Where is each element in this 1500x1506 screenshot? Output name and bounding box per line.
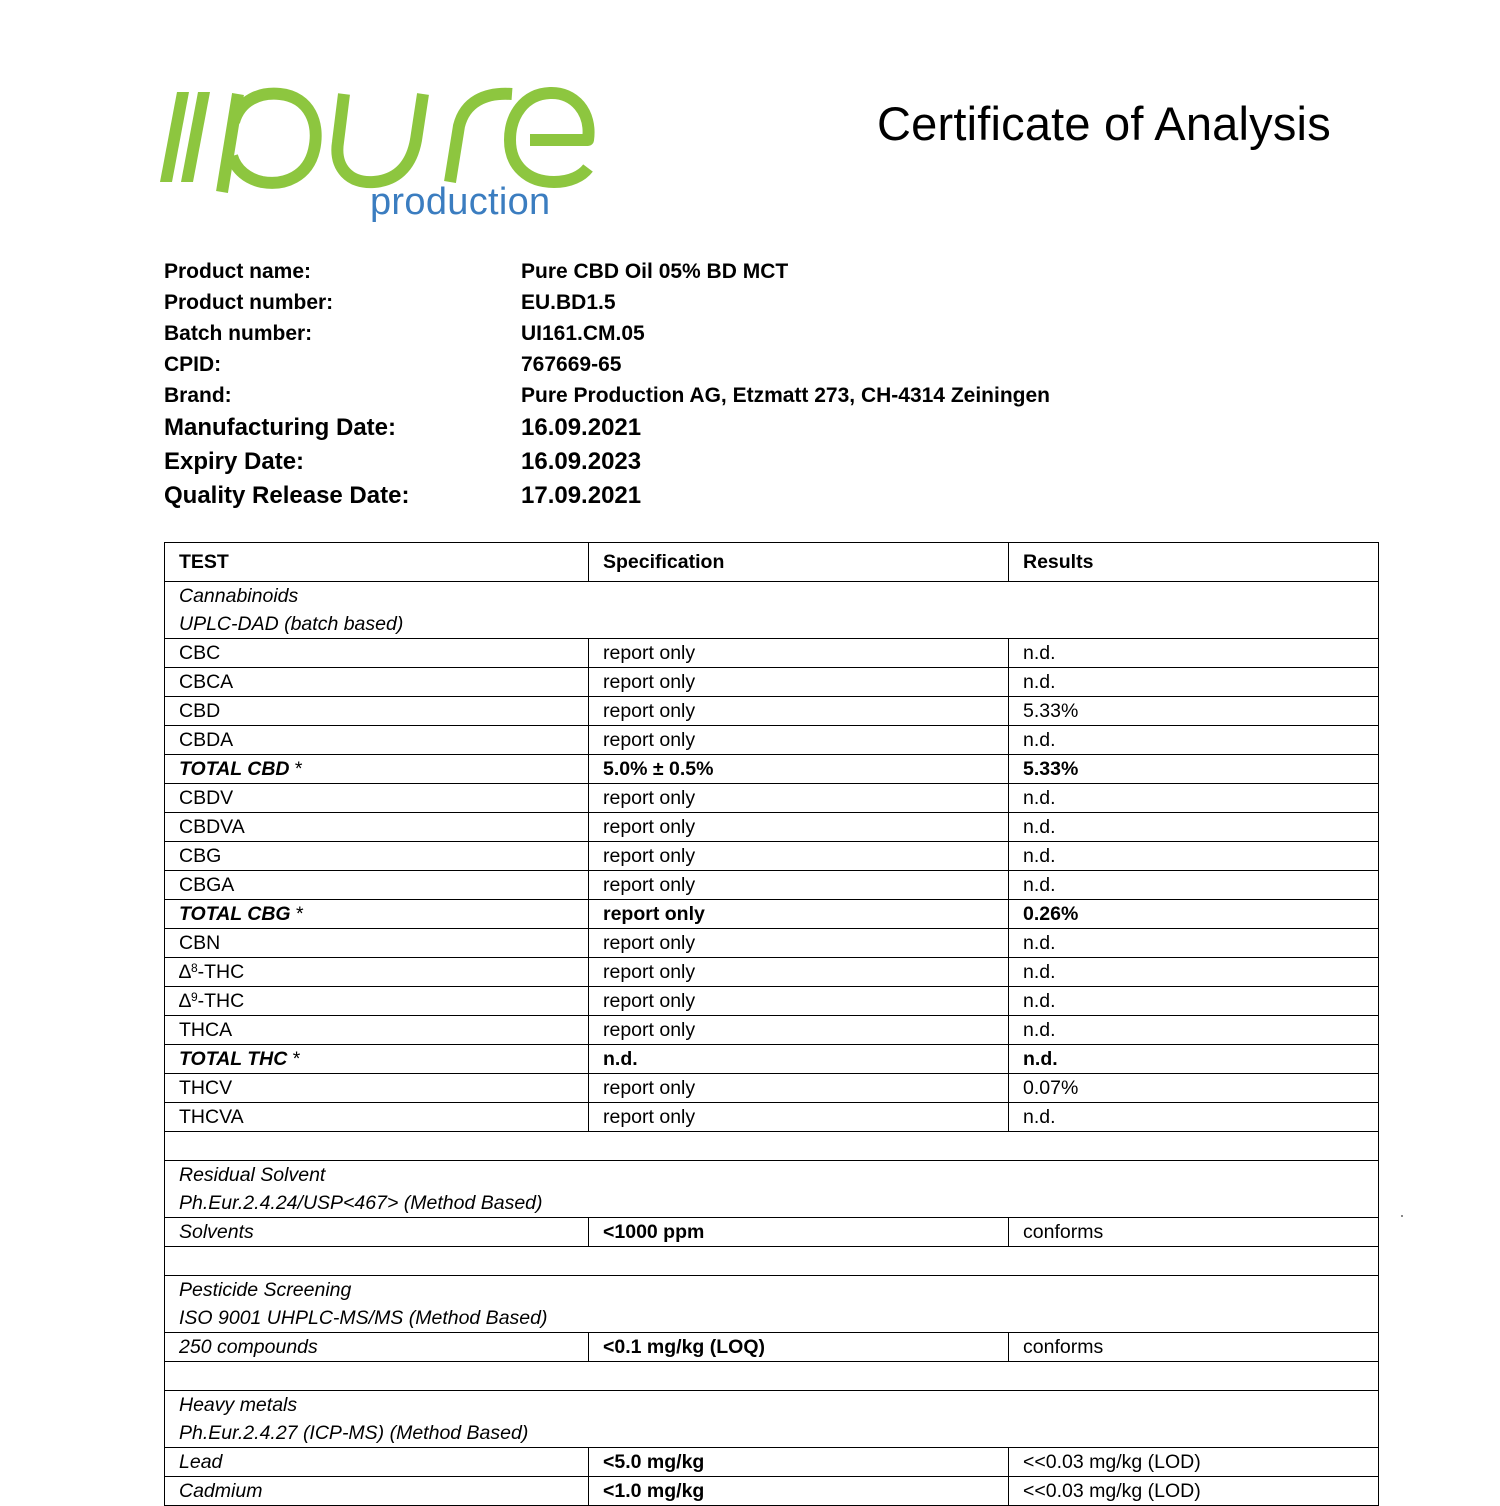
- section-title: Cannabinoids: [179, 585, 299, 607]
- cell-specification: <1000 ppm: [589, 1218, 1009, 1247]
- test-name: CBCA: [179, 671, 234, 693]
- section-title: Heavy metals: [179, 1394, 298, 1416]
- cell-test: [165, 726, 589, 755]
- cell-result: n.d.: [1009, 987, 1379, 1016]
- cell-result: n.d.: [1009, 1045, 1379, 1074]
- table-row: [165, 987, 1379, 1016]
- test-name: Lead: [179, 1451, 223, 1473]
- table-row: [165, 1477, 1379, 1506]
- test-name: THCVA: [179, 1106, 244, 1128]
- cell-specification: <0.1 mg/kg (LOQ): [589, 1333, 1009, 1362]
- cell-result: 5.33%: [1009, 697, 1379, 726]
- table-row: [165, 1016, 1379, 1045]
- table-row: [165, 1103, 1379, 1132]
- table-row: [165, 784, 1379, 813]
- cell-test: [165, 1016, 589, 1045]
- cell-result: <<0.03 mg/kg (LOD): [1009, 1448, 1379, 1477]
- cell-specification: report only: [589, 697, 1009, 726]
- table-row: [165, 668, 1379, 697]
- cell-specification: report only: [589, 784, 1009, 813]
- section-header-row: [165, 1276, 1379, 1333]
- table-header-row: [165, 543, 1379, 582]
- cell-test: [165, 1218, 589, 1247]
- cell-result: n.d.: [1009, 639, 1379, 668]
- cell-result: n.d.: [1009, 958, 1379, 987]
- spacer-cell: [165, 1132, 1379, 1161]
- table-row: [165, 697, 1379, 726]
- logo-word-pure: [222, 93, 589, 192]
- delta-symbol: ∆: [179, 990, 191, 1012]
- document-title: Certificate of Analysis: [877, 97, 1331, 150]
- cell-test: [165, 929, 589, 958]
- info-label: Quality Release Date:: [164, 482, 410, 509]
- test-name: CBG: [179, 845, 222, 867]
- cell-specification: report only: [589, 958, 1009, 987]
- info-value: 16.09.2023: [521, 448, 642, 475]
- info-value: Pure CBD Oil 05% BD MCT: [521, 260, 789, 283]
- section-method: UPLC-DAD (batch based): [179, 613, 404, 635]
- cell-test: [165, 958, 589, 987]
- cell-specification: report only: [589, 987, 1009, 1016]
- info-label: Batch number:: [164, 322, 313, 345]
- cell-test: [165, 987, 589, 1016]
- info-value: 767669-65: [521, 353, 622, 376]
- info-label: Product name:: [164, 260, 312, 283]
- cell-specification: 5.0% ± 0.5%: [589, 755, 1009, 784]
- cell-test: [165, 668, 589, 697]
- table-row: [165, 726, 1379, 755]
- cell-specification: n.d.: [589, 1045, 1009, 1074]
- logo-subtitle: production: [370, 181, 551, 223]
- table-row: [165, 842, 1379, 871]
- cell-result: n.d.: [1009, 1016, 1379, 1045]
- table-row: [165, 1045, 1379, 1074]
- cell-specification: report only: [589, 842, 1009, 871]
- section-header-row: [165, 1391, 1379, 1448]
- cell-specification: report only: [589, 1016, 1009, 1045]
- table-row: [165, 1218, 1379, 1247]
- section-method: ISO 9001 UHPLC-MS/MS (Method Based): [179, 1307, 548, 1329]
- info-value: EU.BD1.5: [521, 291, 616, 314]
- cell-specification: <1.0 mg/kg: [589, 1477, 1009, 1506]
- cell-specification: report only: [589, 1074, 1009, 1103]
- section-header-row: [165, 1161, 1379, 1218]
- spacer-cell: [165, 1362, 1379, 1391]
- test-name: TOTAL CBG: [179, 903, 291, 925]
- section-title: Residual Solvent: [179, 1164, 326, 1186]
- cell-test: [165, 1333, 589, 1362]
- test-name: CBDVA: [179, 816, 245, 838]
- column-header-specification: Specification: [589, 543, 1009, 582]
- cell-result: 0.07%: [1009, 1074, 1379, 1103]
- cell-specification: report only: [589, 900, 1009, 929]
- test-name: CBGA: [179, 874, 235, 896]
- cell-result: n.d.: [1009, 842, 1379, 871]
- test-name-suffix: -THC: [197, 990, 245, 1012]
- cell-result: n.d.: [1009, 871, 1379, 900]
- info-value: 16.09.2021: [521, 414, 642, 441]
- info-value: 17.09.2021: [521, 482, 642, 509]
- info-value: Pure Production AG, Etzmatt 273, CH-4314 Zeiningen: [521, 384, 1050, 407]
- table-row: [165, 1333, 1379, 1362]
- spacer-cell: [165, 1247, 1379, 1276]
- column-header-results: Results: [1009, 543, 1379, 582]
- logo-slashes: [160, 92, 210, 182]
- table-row: [165, 755, 1379, 784]
- info-label: Brand:: [164, 384, 232, 407]
- table-row: [165, 1074, 1379, 1103]
- cell-result: 0.26%: [1009, 900, 1379, 929]
- footnote-star: *: [292, 1048, 301, 1070]
- test-name: Cadmium: [179, 1480, 263, 1502]
- cell-test: [165, 813, 589, 842]
- section-header-cell: [165, 1276, 1379, 1333]
- table-row: [165, 929, 1379, 958]
- test-name: TOTAL CBD: [179, 758, 290, 780]
- table-row: [165, 813, 1379, 842]
- test-name: CBN: [179, 932, 221, 954]
- section-header-cell: [165, 1161, 1379, 1218]
- stray-mark: [1401, 1215, 1403, 1217]
- cell-result: conforms: [1009, 1218, 1379, 1247]
- info-label: CPID:: [164, 353, 222, 376]
- cell-test: [165, 1477, 589, 1506]
- section-header-row: [165, 582, 1379, 639]
- test-name: THCV: [179, 1077, 233, 1099]
- analysis-table: [164, 542, 1379, 1506]
- isomer-number: 9: [190, 990, 198, 1004]
- pure-production-logo: [160, 84, 600, 229]
- cell-test: [165, 842, 589, 871]
- cell-result: conforms: [1009, 1333, 1379, 1362]
- cell-specification: report only: [589, 929, 1009, 958]
- spacer-row: [165, 1362, 1379, 1391]
- spacer-row: [165, 1247, 1379, 1276]
- cell-specification: <5.0 mg/kg: [589, 1448, 1009, 1477]
- table-row: [165, 958, 1379, 987]
- cell-test: [165, 900, 589, 929]
- info-label: Manufacturing Date:: [164, 414, 397, 441]
- test-name: CBDA: [179, 729, 234, 751]
- cell-specification: report only: [589, 726, 1009, 755]
- isomer-number: 8: [190, 961, 198, 975]
- footnote-star: *: [296, 903, 304, 925]
- cell-test: [165, 639, 589, 668]
- cell-specification: report only: [589, 871, 1009, 900]
- info-label: Product number:: [164, 291, 334, 314]
- section-header-cell: [165, 582, 1379, 639]
- cell-test: [165, 1448, 589, 1477]
- cell-test: [165, 1045, 589, 1074]
- cell-result: n.d.: [1009, 726, 1379, 755]
- table-row: [165, 900, 1379, 929]
- section-title: Pesticide Screening: [179, 1279, 352, 1301]
- section-header-cell: [165, 1391, 1379, 1448]
- test-name: CBC: [179, 642, 221, 664]
- info-value: UI161.CM.05: [521, 322, 645, 345]
- cell-specification: report only: [589, 813, 1009, 842]
- delta-symbol: ∆: [179, 961, 191, 983]
- cell-result: n.d.: [1009, 1103, 1379, 1132]
- cell-specification: report only: [589, 639, 1009, 668]
- cell-test: [165, 697, 589, 726]
- section-method: Ph.Eur.2.4.24/USP<467> (Method Based): [179, 1192, 543, 1214]
- cell-result: n.d.: [1009, 813, 1379, 842]
- cell-result: n.d.: [1009, 784, 1379, 813]
- column-header-test: TEST: [165, 543, 589, 582]
- cell-result: 5.33%: [1009, 755, 1379, 784]
- cell-test: [165, 784, 589, 813]
- section-method: Ph.Eur.2.4.27 (ICP-MS) (Method Based): [179, 1422, 529, 1444]
- cell-result: n.d.: [1009, 668, 1379, 697]
- test-name: Solvents: [179, 1221, 254, 1243]
- footnote-star: *: [294, 758, 303, 780]
- table-row: [165, 639, 1379, 668]
- cell-test: [165, 1103, 589, 1132]
- cell-test: [165, 1074, 589, 1103]
- table-body: [165, 582, 1379, 1506]
- cell-specification: report only: [589, 1103, 1009, 1132]
- table-row: [165, 1448, 1379, 1477]
- test-name: TOTAL THC: [179, 1048, 288, 1070]
- test-name-suffix: -THC: [197, 961, 245, 983]
- test-name: CBDV: [179, 787, 234, 809]
- info-label: Expiry Date:: [164, 448, 305, 475]
- spacer-row: [165, 1132, 1379, 1161]
- test-name: CBD: [179, 700, 221, 722]
- test-name: THCA: [179, 1019, 233, 1041]
- cell-specification: report only: [589, 668, 1009, 697]
- cell-result: <<0.03 mg/kg (LOD): [1009, 1477, 1379, 1506]
- cell-test: [165, 755, 589, 784]
- table-row: [165, 871, 1379, 900]
- test-name: 250 compounds: [179, 1336, 318, 1358]
- cell-test: [165, 871, 589, 900]
- cell-result: n.d.: [1009, 929, 1379, 958]
